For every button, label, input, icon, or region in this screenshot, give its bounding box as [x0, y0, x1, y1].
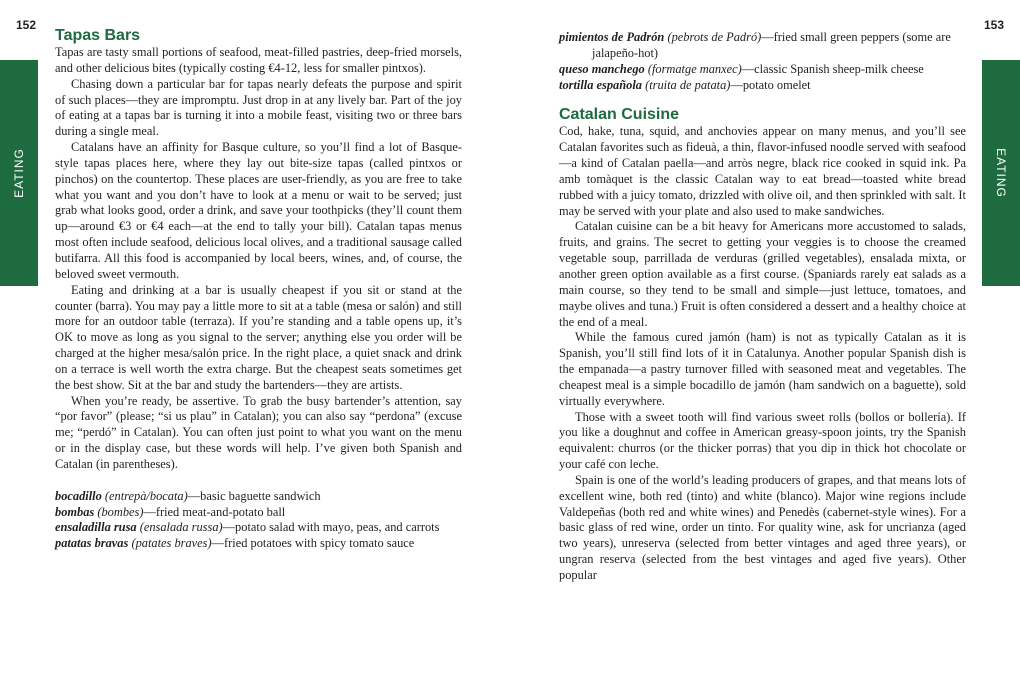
vocab-entry — [559, 30, 966, 62]
vocab-catalan: (bombes) — [97, 504, 144, 519]
vocab-description: —classic Spanish sheep-milk cheese — [741, 61, 924, 76]
vocab-catalan: (formatge manxec) — [647, 61, 742, 76]
paragraph: Catalan cuisine can be a bit heavy for Americans more accustomed to salads, fruits, and grains. The secret to getting your veggies is to choose the creamed vegetable soup, parrillada de verduras (grilled vegetables), ensalada mixta, or another green option available as a first course. (Spaniards rarely eat salads as a main course, so they tend to be small and simple—just lettuce, tomatoes, and maybe olives and tuna.) Fruit is often considered a dessert and a healthy choice at the end of a meal. — [559, 219, 966, 329]
vocab-catalan: (entrepà/bocata) — [104, 488, 188, 503]
vocab-entry — [559, 62, 966, 78]
vocab-entry — [55, 536, 462, 552]
vocab-catalan: (ensalada russa) — [139, 520, 223, 535]
left-page-column — [55, 26, 462, 552]
paragraph: Eating and drinking at a bar is usually cheapest if you sit or stand at the counter (barra). You may pay a little more to sit at a table (mesa or salón) and still more for an outdoor table (terraza). If you’re standing and a table opens up, it’s OK to move as long as you signal to the server; anything else you order will be charged at the higher mesa/salón price. In the right place, a quiet snack and drink on a terrace is well worth the extra charge. But the cheapest seats sometimes get the best show. Sit at the bar and study the bartenders—they are artists. — [55, 282, 462, 392]
vocab-catalan: (truita de patata) — [645, 77, 731, 92]
vocab-entry — [55, 505, 462, 521]
paragraph: Spain is one of the world’s leading producers of grapes, and that means lots of excellent wine, both red (tinto) and white (blanco). Major wine regions include Valdepeñas (both red and white wines) and Penedès (cabernet-style wines). For a basic glass of red wine, order un tinto. For quality wine, ask for uncrianza (aged two years), unreserva (selected from better vintages and aged three years), or ungran reserva (selected from the best vintages and aged five years). Other popular — [559, 472, 966, 582]
section-tab-label: EATING — [12, 148, 26, 198]
vocab-description: —fried potatoes with spicy tomato sauce — [211, 536, 415, 551]
spacer — [55, 473, 462, 489]
page-number-right: 153 — [983, 18, 1004, 32]
paragraph: Those with a sweet tooth will find various sweet rolls (bollos or bollería). If you like a doughnut and coffee in American greasy-spoon joints, try the Spanish equivalent: churros (or the thicker porras) that you dip in thick hot chocolate or your café con leche. — [559, 409, 966, 472]
vocab-catalan: (pebrots de Padró) — [667, 30, 762, 44]
vocab-description: —potato salad with mayo, peas, and carrots — [222, 520, 440, 535]
page-number-left: 152 — [16, 18, 37, 32]
vocab-term: bombas — [55, 504, 95, 519]
paragraph: Chasing down a particular bar for tapas nearly defeats the purpose and spirit of such places—they are impromptu. Just drop in at any lively bar. Part of the joy of eating at a tapas bar is turning it into a mobile feast, visiting two or three bars during a single meal. — [55, 76, 462, 139]
section-tab-right — [982, 60, 1020, 286]
vocab-term: tortilla española — [559, 77, 642, 92]
vocab-catalan: (patates braves) — [131, 536, 212, 551]
vocab-term: queso manchego — [559, 61, 645, 76]
paragraph: Cod, hake, tuna, squid, and anchovies appear on many menus, and you’ll see Catalan favorites such as fideuà, a thin, flavor-infused noodle served with seafood—a kind of Catalan paella—and arròs negre, black rice cooked in squid ink. Pa amb tomàquet is the classic Catalan way to eat bread—toasted white bread rubbed with a juicy tomato, drizzled with olive oil, and then sprinkled with salt. It may be served with your plate and also used to make sandwiches. — [559, 124, 966, 218]
vocab-description: —potato omelet — [730, 77, 811, 92]
vocab-term: pimientos de Padrón — [559, 30, 665, 44]
section-tab-left — [0, 60, 38, 286]
section-tab-label: EATING — [994, 148, 1008, 198]
section-heading-catalan-cuisine: Catalan Cuisine — [559, 106, 680, 124]
vocab-term: bocadillo — [55, 488, 102, 503]
paragraph: Tapas are tasty small portions of seafood, meat-filled pastries, deep-fried morsels, and other delicious bites (typically costing €4-12, less for smaller pintxos). — [55, 45, 462, 75]
vocab-description: —fried small green peppers (some are jalapeño-hot) — [592, 30, 951, 60]
vocab-term: ensaladilla rusa — [55, 520, 137, 535]
section-heading-tapas-bars: Tapas Bars — [55, 27, 141, 44]
vocab-description: —basic baguette sandwich — [187, 488, 321, 503]
vocab-entry — [55, 489, 462, 505]
paragraph: Catalans have an affinity for Basque culture, so you’ll find a lot of Basque-style tapas places here, where they lay out bite-size tapas (called pintxos or pinchos) on the countertop. These places are user-friendly, as you are free to take what you want and you don’t have to look at a menu or wait to be served; just grab what looks good, order a drink, and save your toothpicks (they’ll count them up—around €3 or €4 each—at the end to tally your bill). Catalan tapas menus most often include seafood, delicious local olives, and a traditional sausage called butifarra. All this food is accompanied by local beers, wines, and, of course, the beloved sweet vermouth. — [55, 140, 462, 281]
paragraph: While the famous cured jamón (ham) is not as typically Catalan as it is Spanish, you’ll still find lots of it in Catalunya. Another popular Spanish dish is the empanada—a pastry turnover filled with seasoned meat and vegetables. The cheapest meal is a simple bocadillo de jamón (ham sandwich on a baguette), sold virtually everywhere. — [559, 330, 966, 408]
paragraph: When you’re ready, be assertive. To grab the busy bartender’s attention, say “por favor” (please; “si us plau” in Catalan); you can also say “perdona” (excuse me; “perdó” in Catalan). You can often just point to what you want on the menu or in the display case, but these words will help. I’ve given both Spanish and Catalan (in parentheses). — [55, 393, 462, 471]
vocab-description: —fried meat-and-potato ball — [143, 504, 286, 519]
vocab-entry — [559, 78, 966, 94]
vocab-term: patatas bravas — [55, 536, 129, 551]
vocab-entry — [55, 520, 462, 536]
right-page-column — [559, 30, 966, 584]
